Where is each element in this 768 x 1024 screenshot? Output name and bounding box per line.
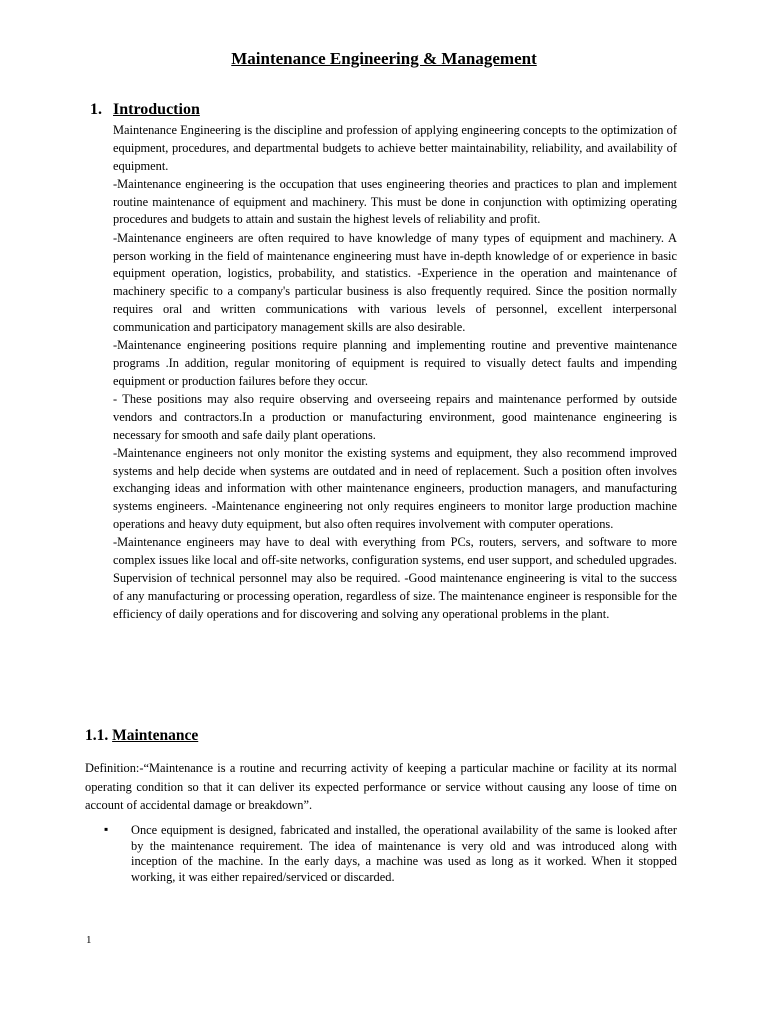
bullet-list	[85, 823, 677, 885]
square-bullet-icon: ▪	[104, 822, 109, 836]
subsection-number: 1.1.	[85, 727, 109, 744]
paragraph: - These positions may also require observing and overseeing repairs and maintenance performed by outside vendors and contractors.In a production or manufacturing environment, good maintenance engineering is necessary for smooth and safe daily plant operations.	[113, 391, 677, 442]
document-title: Maintenance Engineering & Management	[231, 49, 537, 68]
list-item	[85, 823, 677, 885]
section-heading-introduction	[90, 99, 200, 121]
paragraph: -Maintenance engineers may have to deal with everything from PCs, routers, servers, and software to more complex issues like local and off-site networks, configuration systems, end user support, and scheduled upgrades. Supervision of technical personnel may also be required. -Good maintenance engineering is vital to the success of any manufacturing or processing operation, regardless of size. The maintenance engineer is responsible for the efficiency of daily operations and for discovering and solving any operational problems in the plant.	[113, 535, 677, 621]
definition-paragraph: Definition:-“Maintenance is a routine and recurring activity of keeping a particular machine or facility at its normal operating condition so that it can deliver its expected performance or service without causing any loose of time on account of accidental damage or breakdown”.	[85, 761, 677, 812]
section-number: 1.	[90, 101, 102, 118]
section-title: Introduction	[113, 101, 200, 118]
subsection-heading-maintenance	[85, 725, 198, 747]
introduction-body	[113, 122, 677, 624]
paragraph: -Maintenance engineering positions require planning and implementing routine and preventive maintenance programs .In addition, regular monitoring of equipment is required to visually detect faults and impending equipment or production failures before they occur.	[113, 338, 677, 388]
subsection-title: Maintenance	[112, 727, 199, 744]
bullet-text: Once equipment is designed, fabricated and installed, the operational availability of the same is looked after by the maintenance requirement. The idea of maintenance is very old and was introduced along with inception of the machine. In the early days, a machine was used as long as it worked. When it stopped working, it was either repaired/serviced or discarded.	[131, 823, 677, 884]
page-number: 1	[86, 934, 92, 946]
paragraph: Maintenance Engineering is the discipline and profession of applying engineering concepts to the optimization of equipment, procedures, and departmental budgets to achieve better maintainability, reliability, and availability of equipment.	[113, 123, 677, 173]
paragraph: -Maintenance engineers are often required to have knowledge of many types of equipment and machinery. A person working in the field of maintenance engineering must have in-depth knowledge of or experience in basic equipment operation, logistics, probability, and statistics. -Experience in the operation and maintenance of machinery specific to a company's particular business is also frequently required. Since the position normally requires oral and written communications with various levels of personnel, excellent interpersonal communication and participatory management skills are also desirable.	[113, 230, 677, 334]
paragraph: -Maintenance engineering is the occupation that uses engineering theories and practices to plan and implement routine maintenance of equipment and machinery. This must be done in conjunction with optimizing operating procedures and budgets to attain and sustain the highest levels of reliability and profit.	[113, 176, 677, 227]
paragraph: -Maintenance engineers not only monitor the existing systems and equipment, they also recommend improved systems and help decide when systems are outdated and in need of replacement. Such a position often involves exchanging ideas and information with other maintenance engineers, production managers, and manufacturing systems engineers. -Maintenance engineering not only requires engineers to monitor large production machine operations and heavy duty equipment, but also often requires involvement with computer operations.	[113, 445, 677, 532]
